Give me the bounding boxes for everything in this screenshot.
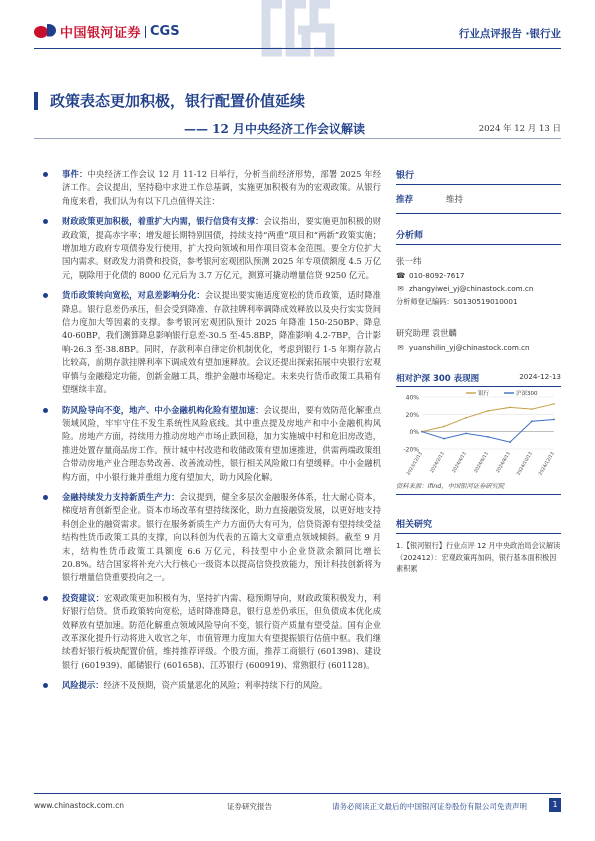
chart-header (396, 372, 561, 387)
phone-icon: ☎ (396, 271, 406, 280)
chart-x-tick-label: 2024/6/13 (473, 451, 490, 474)
email-icon: ✉ (397, 343, 404, 352)
chart-point (509, 441, 511, 443)
page-header (0, 0, 595, 62)
analyst-heading: 分析师 (396, 228, 561, 245)
performance-chart (396, 387, 561, 475)
chart-point (531, 420, 533, 422)
email-icon: ✉ (397, 284, 404, 293)
body-paragraph (34, 679, 381, 692)
logo-cgs: CGS (150, 24, 180, 39)
chart-point (509, 407, 511, 409)
paragraph-lead: 金融持续发力支持新质生产力： (62, 491, 180, 502)
legend-label: 沪深300 (516, 391, 538, 397)
legend-label: 银行 (478, 391, 490, 397)
paragraph-lead: 投资建议： (62, 592, 104, 603)
paragraph-lead: 财政政策更加积极，着重扩大内需，银行信贷有支撑： (62, 216, 264, 227)
chart-x-tick-label: 2024/10/13 (516, 451, 534, 475)
chart-y-tick-label: 20% (405, 411, 419, 419)
sidebar (396, 168, 561, 575)
chart-point (465, 433, 467, 435)
logo-mark-icon (34, 24, 56, 40)
paragraph-lead: 货币政策转向宽松，对息差影响分化： (62, 290, 205, 301)
rating-label: 推荐 (396, 195, 414, 205)
footer-url[interactable]: www.chinastock.com.cn (34, 801, 124, 810)
bullet-icon (43, 596, 48, 601)
related-research: 1.【银河银行】行业点评 12 月中央政治局会议解读（202412）：宏观政策再加码，银行基本面积极因素积累 (396, 541, 561, 573)
chart-title: 相对沪深 300 表现图 (396, 374, 480, 384)
cgs-watermark-icon (258, 0, 338, 60)
header-divider (34, 48, 561, 49)
rating-value: 维持 (446, 195, 464, 205)
chart-point (553, 403, 555, 405)
email-address: yuanshilin_yj@chinastock.com.cn (409, 343, 530, 352)
paragraph-text: 中央经济工作会议 12 月 11-12 日举行，分析当前经济形势，部署 2025 年经济工作。会议提出，坚持稳中求进工作总基调，实施更加积极有为的宏观政策。从银行角度来看，我们认为有以下几点值得关注： (62, 169, 381, 206)
chart-point (443, 426, 445, 428)
analyst-email (396, 284, 561, 293)
chart-point (531, 408, 533, 410)
email-address: zhangyiwei_yj@chinastock.com.cn (409, 284, 534, 293)
body-paragraph (34, 215, 381, 282)
bullet-icon (43, 293, 48, 298)
paragraph-lead: 防风险导向不变，地产、中小金融机构化险有望加速： (62, 404, 264, 415)
chart-x-tick-label: 2024/4/13 (451, 451, 468, 474)
body-paragraph (34, 289, 381, 396)
company-logo (34, 22, 180, 41)
main-body (34, 168, 381, 700)
chart-point (421, 431, 423, 433)
paragraph-text: 经济不及预期，资产质量恶化的风险；利率持续下行的风险。 (103, 680, 328, 691)
industry-heading: 银行 (396, 168, 561, 185)
bullet-icon (43, 495, 48, 500)
performance-chart-box (396, 372, 561, 495)
body-paragraph (34, 168, 381, 208)
page-title: 政策表态更加积极，银行配置价值延续 (50, 92, 306, 110)
bullet-icon (43, 219, 48, 224)
page-subtitle: —— 12 月中央经济工作会议解读 (184, 122, 366, 136)
body-paragraph (34, 404, 381, 484)
related-heading: 相关研究 (396, 517, 561, 534)
logo-name: 中国银河证券 (60, 26, 142, 41)
report-type: 行业点评报告 ·银行业 (458, 28, 561, 40)
paragraph-text: 会议提出要实施适度宽松的货币政策，适时降准降息。银行息差仍承压，但会受到降准、存款挂牌利率调降成效释放以及央行实实贷间信力度加大等因素的支撑。参考银河宏观团队预计 2025 年降准 150-250BP、降息 40-60BP，我们测算降息影响银行息差-30.5 至-45.8BP，降准影响 4.2-7BP，合计影响-26.3 至-38.8BP。同时，存款利率自律定价机制优化，考虑到银行 1-5 年期存款占比较高，前期存款挂牌利率下调成效有望加速释放。会议还提出探索拓展中央银行宏观审慎与金融稳定功能，创新金融工具，维护金融市场稳定。未来央行货币政策工具箱有望继续丰富。 (62, 290, 381, 395)
paragraph-text: 会议提出，要有效防范化解重点领域风险，牢牢守住不发生系统性风险底线。其中重点提及房地产和中小金融机构风险。房地产方面，持续用力推动房地产市场止跌回稳，加力实施城中村和危旧房改造，推进处置存量商品房工作。预计城中村改造和收储政策有望加速推进，供需两端政策组合带动房地产业合理态势改善、改善流动性，银行相关风险敞口有望缓释。中小金融机构方面，中小银行兼并重组力度有望加大，助力风险化解。 (62, 404, 381, 482)
rating-row (396, 185, 561, 214)
logo-divider (145, 26, 146, 38)
chart-y-tick-label: 0% (409, 429, 419, 437)
title-accent-bar (34, 92, 38, 110)
paragraph-text: 会议指出，要实施更加积极的财政政策，提高赤字率；增发超长期特别国债，持续支持“两重”项目和“两新”政策实施；增加地方政府专项债券发行使用，扩大投向领域和用作项目资本金范围。要全方位扩大国内需求。财政发力消费和投资，参考银河宏观团队预测 2025 年专项债额度 4.5 万亿元，剔除用于化债的 8000 亿元后为 3.7 万亿元，测算可撬动增量信贷 9250 亿元。 (62, 216, 381, 280)
footer-disclaimer: 请务必阅读正文最后的中国银河证券股份有限公司免责声明 (332, 802, 527, 811)
report-date: 2024 年 12 月 13 日 (478, 124, 561, 134)
page-footer (34, 793, 561, 823)
assistant-name: 研究助理 袁世麟 (396, 328, 457, 338)
chart-y-tick-label: -20% (403, 446, 419, 454)
chart-x-tick-label: 2023/12/13 (406, 451, 424, 475)
chart-x-tick-label: 2024/12/13 (538, 451, 556, 475)
analyst-phone (396, 271, 561, 280)
bullet-icon (43, 683, 48, 688)
footer-divider (34, 793, 561, 794)
chart-x-tick-label: 2024/2/13 (429, 451, 446, 474)
paragraph-lead: 事件： (62, 169, 88, 179)
analyst-name: 张一纬 (396, 257, 422, 267)
chart-series-line (422, 420, 554, 443)
chart-series-line (422, 404, 554, 432)
chart-date: 2024-12-13 (519, 372, 561, 381)
footer-doc-type: 证券研究报告 (227, 802, 272, 811)
body-paragraph (34, 592, 381, 672)
chart-point (487, 410, 489, 412)
chart-source: 资料来源：ifind，中国银河证券研究院 (396, 481, 561, 495)
phone-number: 010-8092-7617 (409, 271, 465, 280)
chart-point (465, 417, 467, 419)
bullet-icon (43, 172, 48, 177)
chart-point (487, 436, 489, 438)
chart-y-tick-label: 40% (405, 394, 419, 402)
assistant-email (396, 343, 561, 352)
chart-x-tick-label: 2024/8/13 (495, 451, 512, 474)
bullet-icon (43, 408, 48, 413)
chart-point (443, 438, 445, 440)
chart-point (553, 419, 555, 421)
paragraph-lead: 风险提示： (62, 680, 104, 691)
analyst-cert: 分析师登记编码：S0130519010001 (396, 297, 518, 306)
paragraph-text: 宏观政策更加积极有为，坚持扩内需、稳预期导向，财政政策积极发力，利好银行信贷。货币政策转向宽松，适时降准降息，银行息差仍承压，但负债成本优化成效释放有望加速。防范化解重点领域风险导向不变，银行资产质量有望受益。国有企业改革深化提升行动将进入收官之年，市值管理力度加大有望提振银行估值中枢。我们继续看好银行板块配置价值，维持推荐评级。个股方面，推荐工商银行 (601398)、建设银行 (601939)、邮储银行 (601658)、江苏银行 (600919)、常熟银行 (601128)。 (62, 592, 381, 670)
title-divider (34, 138, 561, 139)
page-number: 1 (549, 798, 561, 812)
body-paragraph (34, 491, 381, 585)
paragraph-text: 会议提到，健全多层次金融服务体系，壮大耐心资本，梯度培育创新型企业。资本市场改革有望持续深化，助力直接融资发展，以更好地支持科创企业的融资需求。银行在服务新质生产力方面仍大有可为，信贷资源有望持续受益结构性货币政策工具的支撑，向以科创为代表的五篇大文章重点领域倾斜。截至 9 月末，结构性货币政策工具额度 6.6 万亿元，科技型中小企业贷款余额同比增长 20.8%。结合国家将补充六大行核心一级资本以提高信贷投放能力，预计科技创新将为银行增量信贷重要投向之一。 (62, 491, 381, 583)
